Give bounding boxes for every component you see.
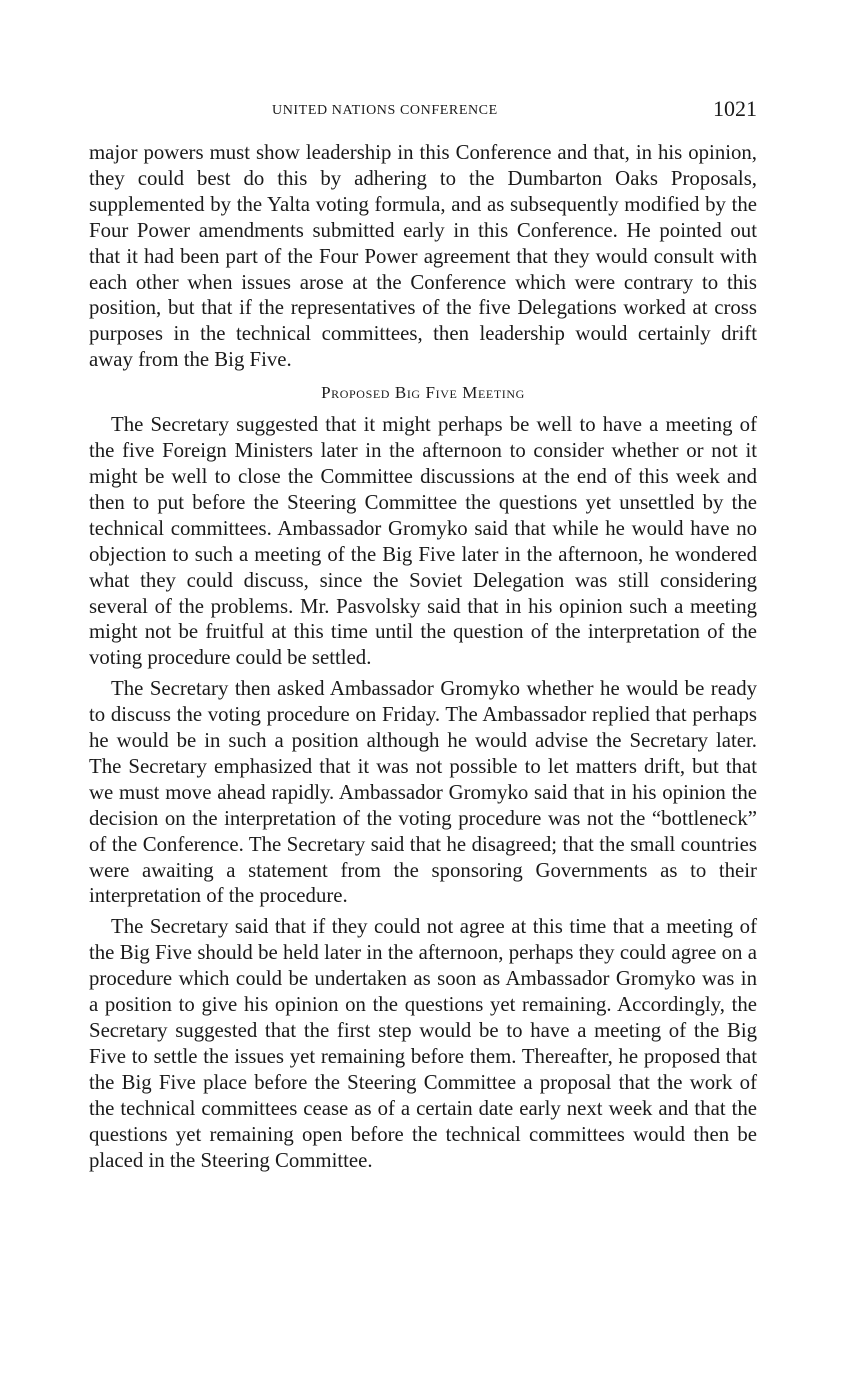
- paragraph: The Secretary then asked Ambassador Gromyko whether he would be ready to discuss the voting procedure on Friday. The Ambassador replied that perhaps he would be in such a position although he would advise the Secretary later. The Secretary emphasized that it was not possible to let matters drift, but that we must move ahead rapidly. Ambassador Gromyko said that in his opinion the decision on the interpretation of the voting procedure was not the “bottleneck” of the Conference. The Secretary said that he disagreed; that the small countries were awaiting a statement from the sponsoring Governments as to their interpretation of the procedure.: [89, 677, 757, 908]
- paragraph-continued: major powers must show leadership in this Conference and that, in his opinion, they could best do this by adhering to the Dumbarton Oaks Proposals, supplemented by the Yalta voting formula, and as subsequently modified by the Four Power amendments submitted early in this Conference. He pointed out that it had been part of the Four Power agreement that they would consult with each other when issues arose at the Conference which were contrary to this position, but that if the representatives of the five Delegations worked at cross purposes in the technical committees, then leadership would certainly drift away from the Big Five.: [89, 141, 757, 372]
- section-heading: Proposed Big Five Meeting: [321, 383, 525, 403]
- running-title: UNITED NATIONS CONFERENCE: [272, 103, 498, 118]
- page-number: 1021: [713, 96, 757, 121]
- document-page: [89, 96, 757, 1173]
- paragraph: The Secretary suggested that it might perhaps be well to have a meeting of the five Foreign Ministers later in the afternoon to consider whether or not it might be well to close the Committee discussions at the end of this week and then to put before the Steering Committee the questions yet unsettled by the technical committees. Ambassador Gromyko said that while he would have no objection to such a meeting of the Big Five later in the afternoon, he wondered what they could discuss, since the Soviet Delegation was still considering several of the problems. Mr. Pasvolsky said that in his opinion such a meeting might not be fruitful at this time until the question of the interpretation of the voting procedure could be settled.: [89, 413, 757, 670]
- paragraph: The Secretary said that if they could not agree at this time that a meeting of the Big Five should be held later in the afternoon, perhaps they could agree on a procedure which could be undertaken as soon as Ambassador Gromyko was in a position to give his opinion on the questions yet remaining. Accordingly, the Secretary suggested that the first step would be to have a meeting of the Big Five to settle the issues yet remaining before them. Thereafter, he proposed that the Big Five place before the Steering Committee a proposal that the work of the technical committees cease as of a certain date early next week and that the questions yet remaining open before the technical committees would then be placed in the Steering Committee.: [89, 915, 757, 1172]
- running-head: [89, 96, 757, 126]
